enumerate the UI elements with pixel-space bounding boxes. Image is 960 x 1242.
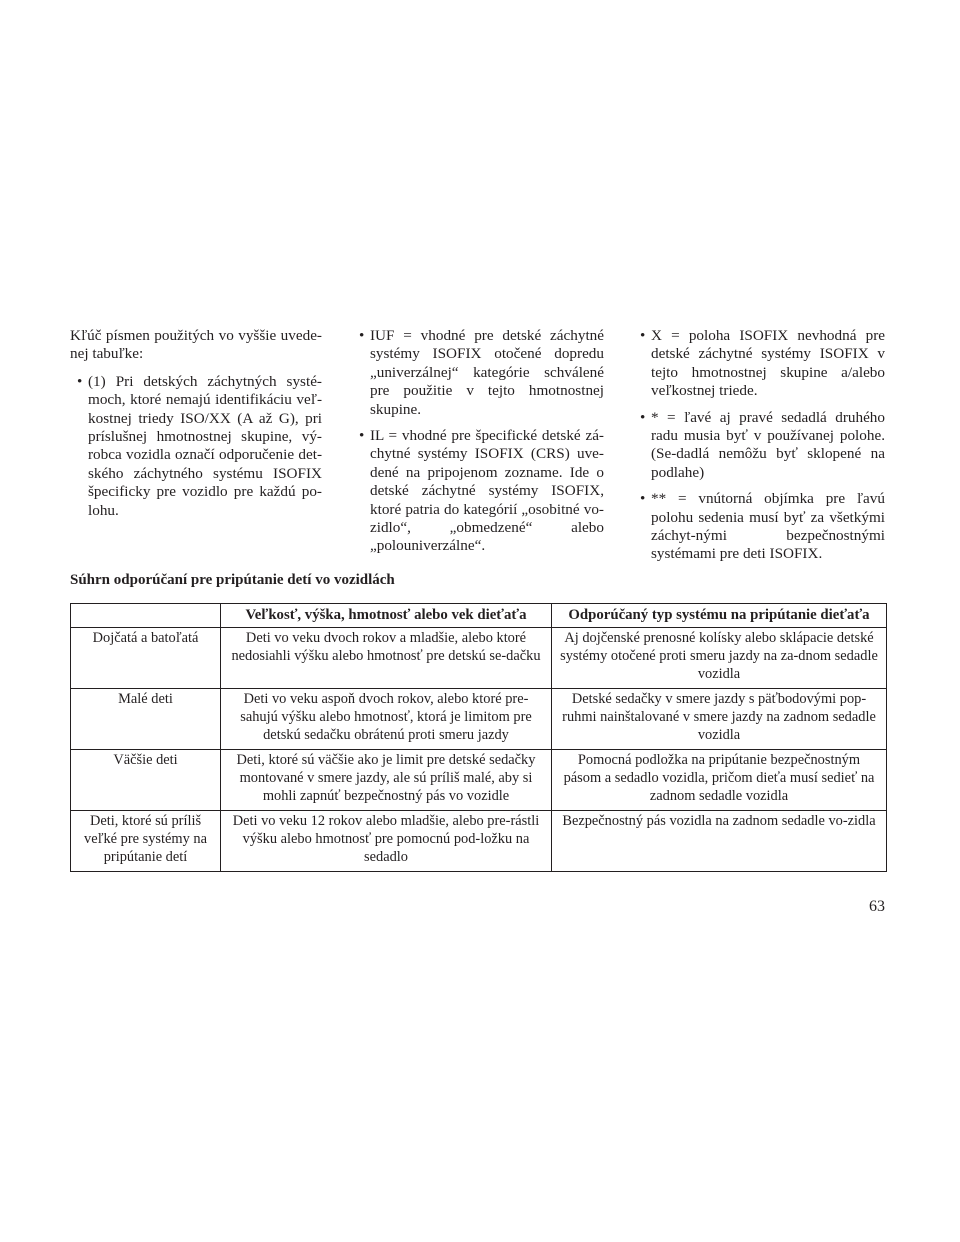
bullet-list-2 [352,327,604,556]
text-column-3 [633,327,885,572]
cell-system: Aj dojčenské prenosné kolísky alebo sklápacie detské systémy otočené proti smeru jazdy na za-dnom sedadle vozidla [552,628,887,689]
header-cell-system: Odporúčaný typ systému na pripútanie dieťaťa [552,604,887,628]
cell-size: Deti vo veku aspoň dvoch rokov, alebo ktoré pre-sahujú výšku alebo hmotnosť, ktorá je limitom pre detskú sedačku obrátenú proti smeru jazdy [221,689,552,750]
intro-paragraph: Kľúč písmen použitých vo vyššie uvede-nej tabuľke: [70,327,322,363]
table-row [71,750,887,811]
header-cell-group [71,604,221,628]
table-header-row [71,604,887,628]
table-row [71,811,887,872]
table-row [71,689,887,750]
bullet-item-il: • IL = vhodné pre špecifické detské zá-chytné systémy ISOFIX (CRS) uve-dené na pripojenom zozname. Ide o detské záchytné systémy ISOFIX, ktoré patria do kategórií „osobitné vo-zidlo“, „obmedzené“ alebo „polouniverzálne“. [352,427,604,556]
cell-size: Deti, ktoré sú väčšie ako je limit pre detské sedačky montované v smere jazdy, ale sú príliš malé, aby si mohli zapnúť bezpečnostný pás vo vozidle [221,750,552,811]
cell-group: Väčšie deti [71,750,221,811]
bullet-list-1 [70,373,322,520]
text-column-1 [70,327,322,528]
header-cell-size: Veľkosť, výška, hmotnosť alebo vek dieťaťa [221,604,552,628]
cell-system: Detské sedačky v smere jazdy s päťbodovými pop-ruhmi nainštalované v smere jazdy na zadnom sedadle vozidla [552,689,887,750]
text-column-2 [352,327,604,564]
bullet-item-star: • * = ľavé aj pravé sedadlá druhého radu musia byť v používanej polohe. (Se-dadlá nemôžu byť sklopené na podlahe) [633,409,885,483]
cell-group: Deti, ktoré sú príliš veľké pre systémy na pripútanie detí [71,811,221,872]
cell-system: Pomocná podložka na pripútanie bezpečnostným pásom a sedadlo vozidla, pričom dieťa musí sedieť na zadnom sedadle vozidla [552,750,887,811]
bullet-item-1: • (1) Pri detských záchytných systé-moch, ktoré nemajú identifikáciu veľ-kostnej triedy ISO/XX (A až G), pri príslušnej hmotnostnej skupine, vý-robca vozidla označí odporučenie det-ského záchytného systému ISOFIX špecificky pre vozidlo pre každú po-lohu. [70,373,322,520]
cell-size: Deti vo veku dvoch rokov a mladšie, alebo ktoré nedosiahli výšku alebo hmotnosť pre detskú se-dačku [221,628,552,689]
table-row [71,628,887,689]
bullet-item-iuf: • IUF = vhodné pre detské záchytné systémy ISOFIX otočené dopredu „univerzálnej“ kategórie schválené pre použitie v tejto hmotnostnej skupine. [352,327,604,419]
cell-group: Dojčatá a batoľatá [71,628,221,689]
bullet-item-double-star: • ** = vnútorná objímka pre ľavú polohu sedenia musí byť za všetkými záchyt-nými bezpečnostnými systémami pre deti ISOFIX. [633,490,885,564]
cell-system: Bezpečnostný pás vozidla na zadnom sedadle vo-zidla [552,811,887,872]
bullet-list-3 [633,327,885,564]
recommendation-table [70,603,887,872]
cell-group: Malé deti [71,689,221,750]
section-title: Súhrn odporúčaní pre pripútanie detí vo vozidlách [70,572,395,588]
bullet-item-x: • X = poloha ISOFIX nevhodná pre detské záchytné systémy ISOFIX v tejto hmotnostnej skupine a/alebo veľkostnej triede. [633,327,885,401]
cell-size: Deti vo veku 12 rokov alebo mladšie, alebo pre-rástli výšku alebo hmotnosť pre pomocnú pod-ložku na sedadlo [221,811,552,872]
page-number: 63 [869,898,885,915]
